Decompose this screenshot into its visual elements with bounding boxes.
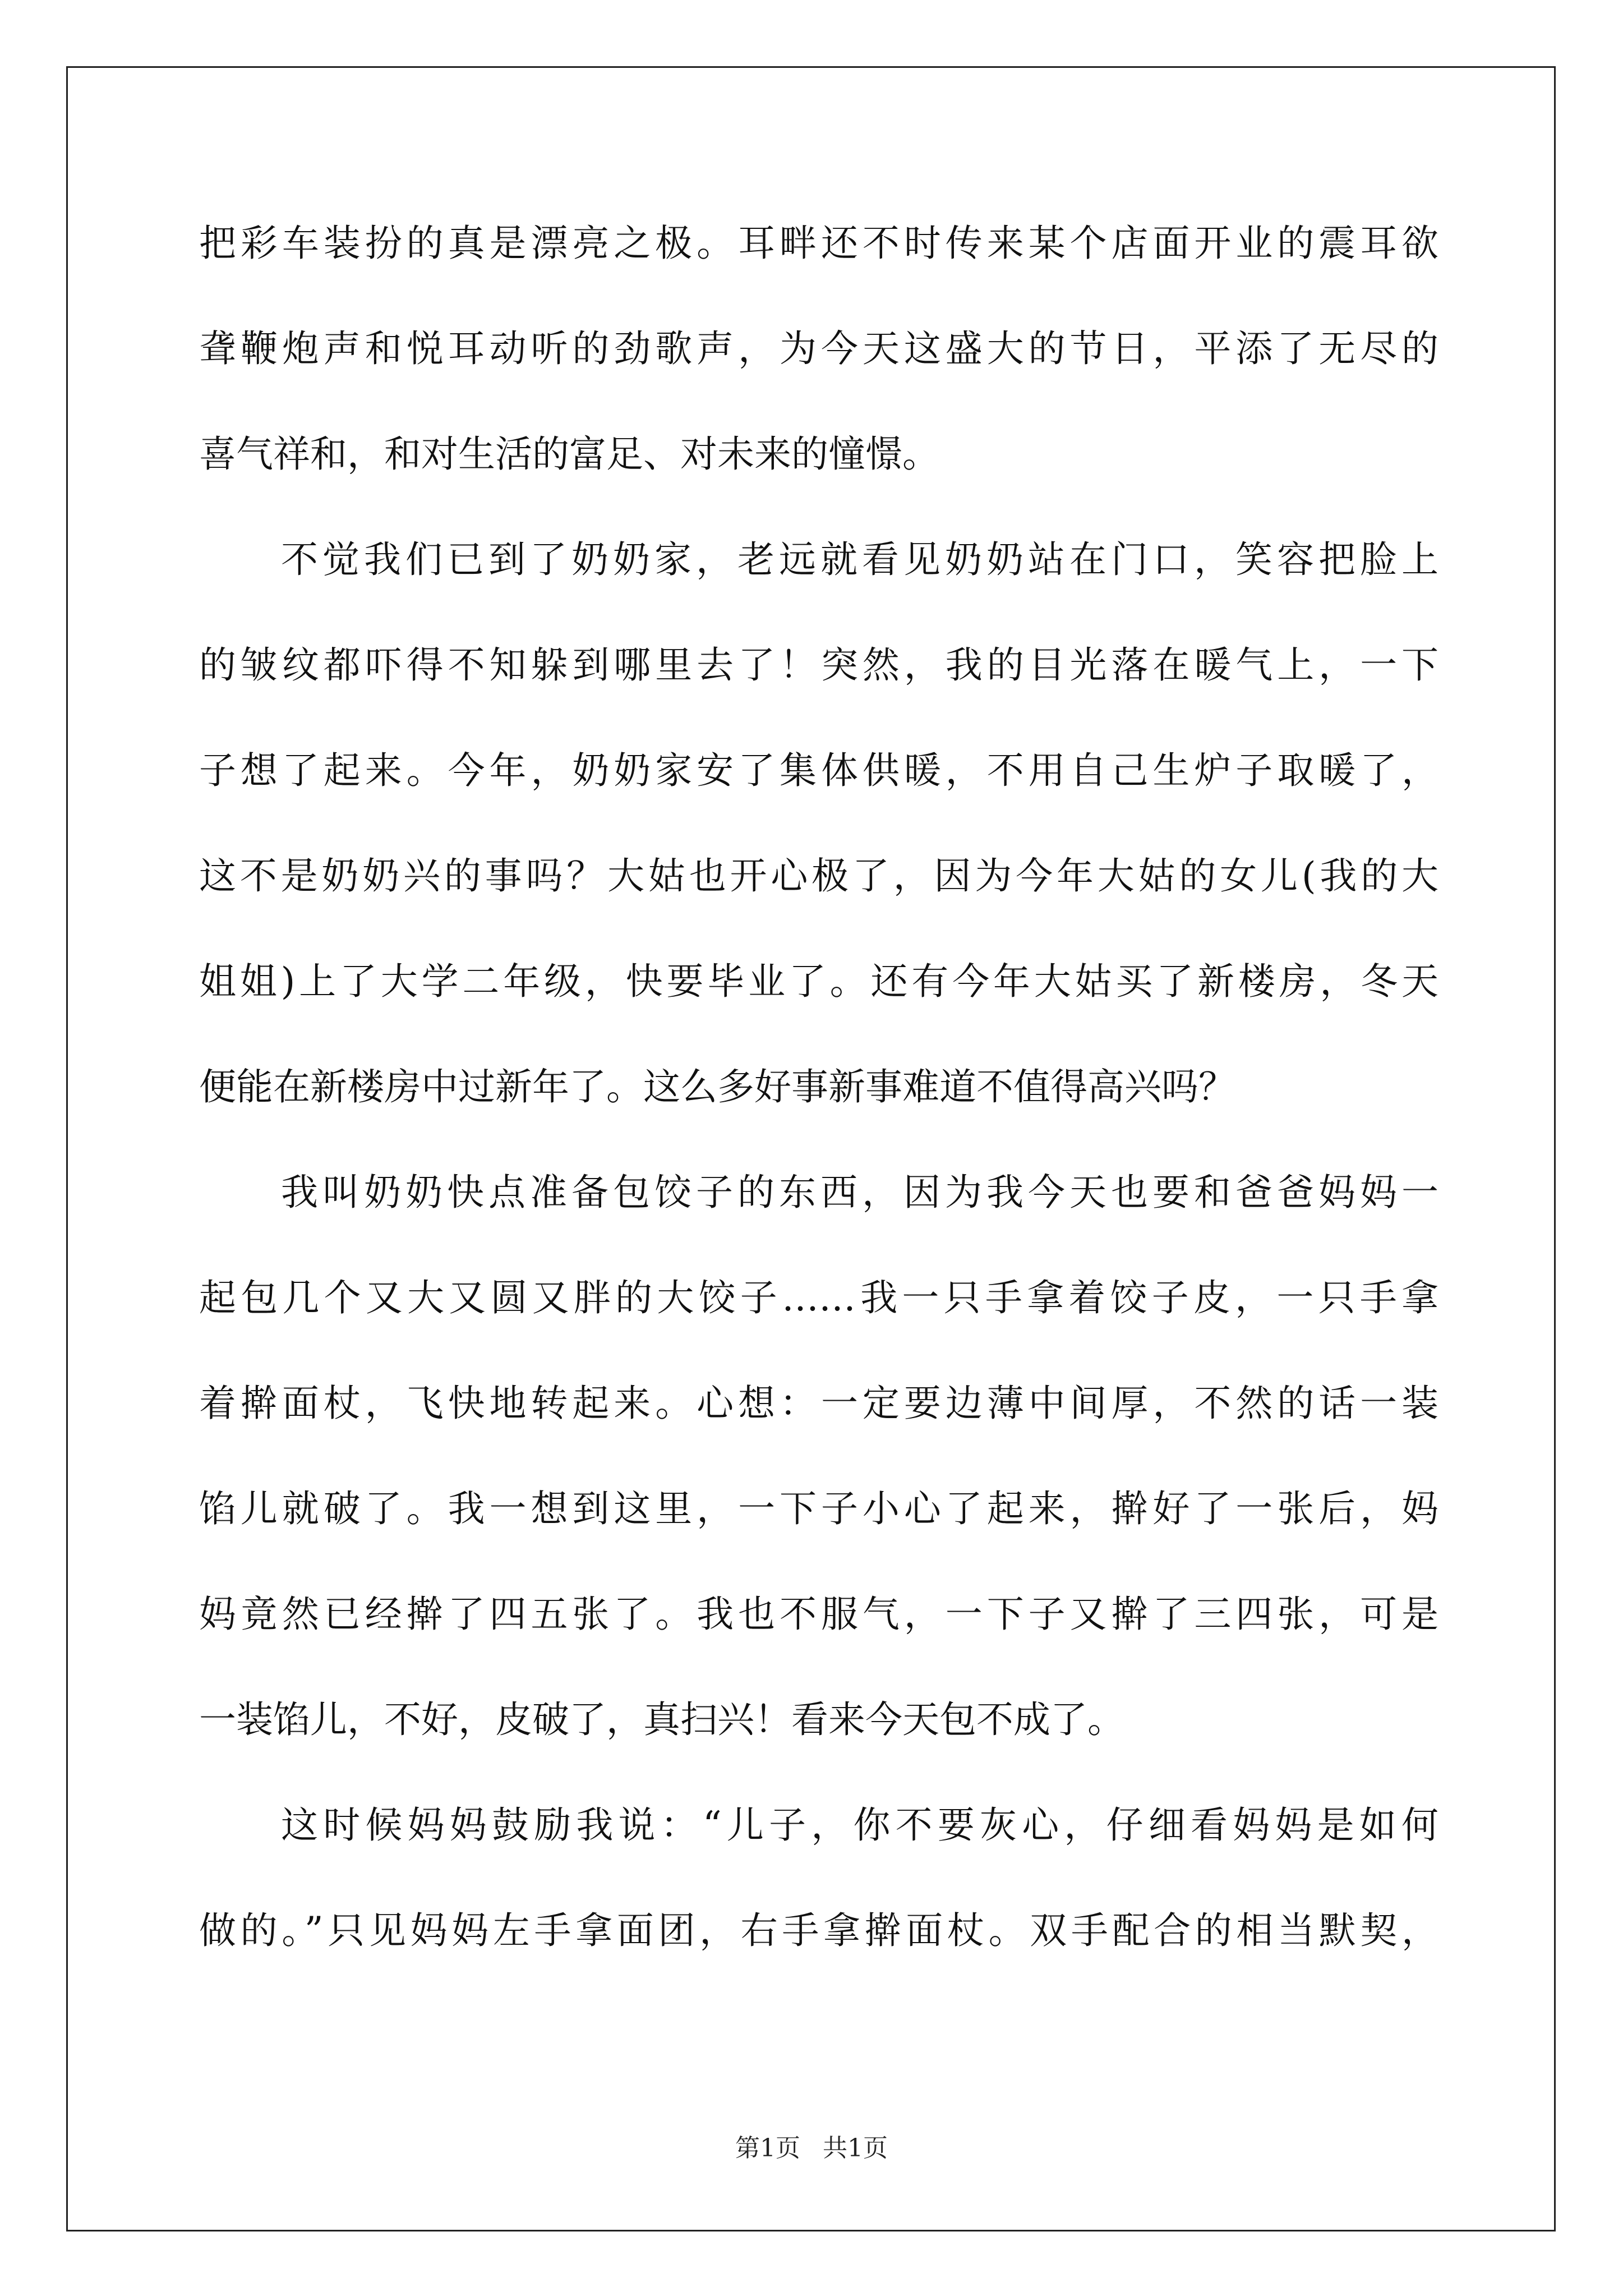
text-line: 这不是奶奶兴的事吗？大姑也开心极了，因为今年大姑的女儿(我的大 <box>199 854 1438 898</box>
text-line: 起包几个又大又圆又胖的大饺子……我一只手拿着饺子皮，一只手拿 <box>199 1276 1438 1319</box>
text-line: 妈竟然已经擀了四五张了。我也不服气，一下子又擀了三四张，可是 <box>199 1593 1438 1636</box>
text-line: 便能在新楼房中过新年了。这么多好事新事难道不值得高兴吗？ <box>199 1065 1235 1108</box>
text-line: 子想了起来。今年，奶奶家安了集体供暖，不用自己生炉子取暖了， <box>199 749 1438 792</box>
text-line: 喜气祥和，和对生活的富足、对未来的憧憬。 <box>199 432 939 476</box>
text-line: 馅儿就破了。我一想到这里，一下子小心了起来，擀好了一张后，妈 <box>199 1487 1438 1530</box>
text-line: 姐姐)上了大学二年级，快要毕业了。还有今年大姑买了新楼房，冬天 <box>199 960 1438 1003</box>
text-line: 把彩车装扮的真是漂亮之极。耳畔还不时传来某个店面开业的震耳欲 <box>199 222 1438 265</box>
text-line: 这时候妈妈鼓励我说：“儿子，你不要灰心，仔细看妈妈是如何 <box>281 1803 1438 1847</box>
page-number: 第1页 <box>735 2134 800 2162</box>
text-line: 不觉我们已到了奶奶家，老远就看见奶奶站在门口，笑容把脸上 <box>281 538 1438 581</box>
text-line: 我叫奶奶快点准备包饺子的东西，因为我今天也要和爸爸妈妈一 <box>281 1171 1438 1214</box>
page-total: 共1页 <box>823 2134 888 2162</box>
page-footer <box>0 2132 1623 2165</box>
text-line: 着擀面杖，飞快地转起来。心想：一定要边薄中间厚，不然的话一装 <box>199 1382 1438 1425</box>
text-line: 聋鞭炮声和悦耳动听的劲歌声，为今天这盛大的节日，平添了无尽的 <box>199 327 1438 370</box>
text-line: 一装馅儿，不好，皮破了，真扫兴！看来今天包不成了。 <box>199 1698 1124 1741</box>
text-line: 的皱纹都吓得不知躲到哪里去了！突然，我的目光落在暖气上，一下 <box>199 643 1438 687</box>
document-body <box>199 191 1438 1984</box>
text-line: 做的。”只见妈妈左手拿面团，右手拿擀面杖。双手配合的相当默契， <box>199 1909 1438 1952</box>
